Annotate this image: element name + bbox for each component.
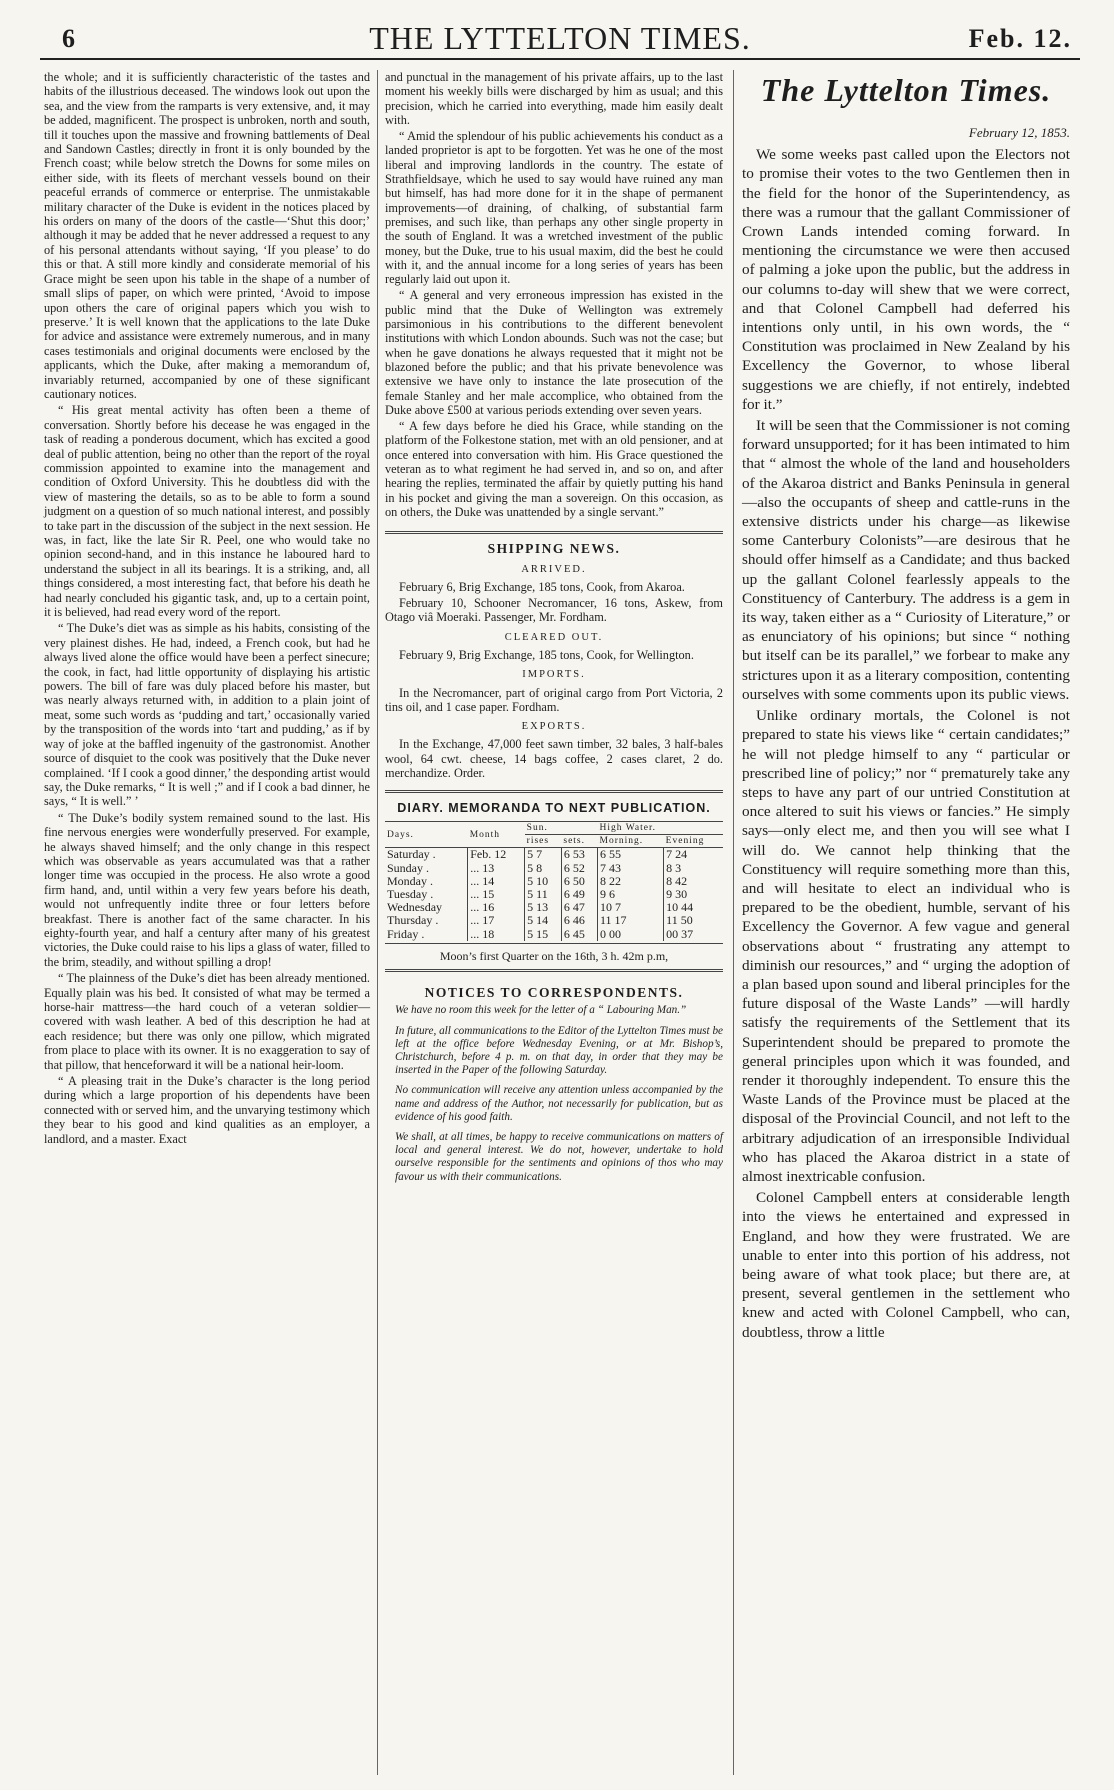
diary-row	[385, 928, 723, 941]
column-3	[742, 70, 1070, 1344]
editorial-paragraph: Colonel Campbell enters at considerable length into the views he entertained and expressed in England, and how they were frustrated. We are unable to enter into this portion of his address, not being aware of what took place; but there are, at present, several gentlemen in the settlement who knew and acted with Colonel Campbell, who can, doubtless, throw a little	[742, 1189, 1070, 1341]
diary-cell-evening: 9 30	[664, 888, 723, 901]
diary-cell-evening: 11 50	[664, 914, 723, 927]
editorial-paragraph: We some weeks past called upon the Electors not to promise their votes to the two Gentlemen then in the field for the honor of the Superintendency, as there was a rumour that the gallant Commissioner of Crown Lands intended coming forward. In mentioning the circumstance we were then accused of palming a joke upon the public, but the address in our columns to-day will shew that we were correct, and that Colonel Campbell had deferred his intentions only until, in his own words, the “ Constitution was proclaimed in New Zealand by his Excellency the Governor, to whose liberal suggestions we are chiefly, if not entirely, indebted for it.”	[742, 146, 1070, 413]
diary-heading: DIARY. MEMORANDA TO NEXT PUBLICATION.	[385, 790, 723, 815]
diary-header-high-water: High Water.	[598, 822, 724, 835]
article-paragraph: “ The plainness of the Duke’s diet has been already mentioned. Equally plain was his bed. It consisted of what may be termed a horse-hair mattress—the hard couch of a veteran soldier—covered with wash leather. A bed of this description he had at each residence; but there was only one pillow, which migrated from place to place with its owner. It is no exaggeration to say of that pillow, that henceforward it will be a national heir-loom.	[44, 971, 370, 1072]
imports-label: IMPORTS.	[522, 669, 586, 681]
editorial-paragraph: Unlike ordinary mortals, the Colonel is not prepared to state his views like “ certain candidates;” he will not pledge himself to any “ particular or prescribed line of policy;” nor “ prematurely take any steps to have any part of our untried Constitution at once altered to suit his views or fancies.” He simply says—only elect me, and then you will see what I will do. We cannot help thinking that the Constituency will require something more than this, and will hesitate to elect an individual who is prepared to be the obedient, humble, servant of his Excellency the Governor. A few vague and general observations about “ frustrating any attempt to diminish our resources,” and “ urging the adoption of a plan based upon sound and liberal principles for the future disposal of the Waste Lands” —will hardly satisfy the requirements of the Settlement that its Superintendent should be prepared to promote the general principles upon which it was founded, and render it thoroughly independent. To ensure this the Waste Lands of the Province must be placed at the disposal of the Provincial Council, and not left to the arbitrary adjudication of an irresponsible Individual who has placed the Akaroa district in a state of almost inextricable confusion.	[742, 707, 1070, 1185]
diary-cell-morning: 7 43	[598, 862, 664, 875]
article-paragraph: “ A pleasing trait in the Duke’s character is the long period during which a large proportion of his dependents have been connected with or served him, and the unvarying testimony which they bear to his good and kind qualities as an employer, a landlord, and a master. Exact	[44, 1074, 370, 1146]
article-paragraph: “ A general and very erroneous impression has existed in the public mind that the Duke of Wellington was extremely parsimonious in his contributions to the different benevolent institutions with which London abounds. Such was not the case; but when he gave donations he always requested that it might not be blazoned before the public; and that his private benevolence was extensive we have only to instance the late prosecution of the female Stanley and her male accomplice, who obtained from the Duke above £500 at various periods extending over seven years.	[385, 288, 723, 417]
diary-cell-sets: 6 53	[561, 848, 597, 862]
notices-heading: NOTICES TO CORRESPONDENTS.	[424, 985, 684, 1001]
diary-cell-evening: 00 37	[664, 928, 723, 941]
arrived-label: ARRIVED.	[521, 563, 587, 575]
notice-item: No communication will receive any attention unless accompanied by the name and address of the Author, not necessarily for publication, but as evidence of his good faith.	[395, 1084, 723, 1123]
page-number: 6	[62, 24, 75, 53]
diary-cell-day: Monday .	[387, 873, 433, 888]
article-paragraph: the whole; and it is sufficiently characteristic of the tastes and habits of the illustrious deceased. The windows look out upon the sea, and the view from the ramparts is very extensive, and, it may be added, magnificent. The prospect is unbroken, north and south, till it touches upon the massive and frowning battlements of Deal and Sandown Castles; directly in front it is only bounded by the French coast; while below stretch the Downs for some miles on either side, with its fleets of merchant vessels bound on their peaceful errands of commerce or enterprise. The unmistakable military character of the Duke is evident in the notices placed by his orders on many of the doors of the castle—‘Shut this door;’ although it may be added that he never addressed a request to any of his personal attendants without saying, ‘If you please’ to do this or that. A still more kindly and considerate memorial of his Grace might be seen upon his table in the shape of a number of small slips of paper, on which were printed, ‘Avoid to impose upon others the care of original papers which you wish to preserve.’ It is well known that the applications to the late Duke for advice and assistance were extremely numerous, and in many cases testimonials and original documents were enclosed by the applicants, which the Duke, after making a memorandum of, invariably returned, accompanied by one of these significant cautionary notices.	[44, 70, 370, 401]
diary-cell-day: Friday .	[387, 926, 425, 941]
diary-cell-morning: 10 7	[598, 901, 664, 914]
diary-cell-sets: 6 46	[561, 914, 597, 927]
diary-cell-month: ... 16	[468, 901, 525, 914]
cleared-label: CLEARED OUT.	[504, 631, 604, 643]
diary-cell-rises: 5 15	[525, 928, 562, 941]
diary-row	[385, 914, 723, 927]
notice-item: We have no room this week for the letter of a “ Labouring Man.”	[395, 1004, 687, 1017]
diary-header-days: Days.	[385, 822, 468, 848]
notice-item: We shall, at all times, be happy to receive communications on matters of local and general interest. We do not, however, undertake to hold ourselve responsible for the sentiments and opinions of thos who may favour us with their communications.	[395, 1131, 723, 1183]
diary-cell-morning: 0 00	[598, 928, 664, 941]
editorial-paragraph: It will be seen that the Commissioner is not coming forward unsupported; for it has been intimated to him that “ almost the whole of the land and householders of the Akaroa district and Banks Peninsula in general—also the occupants of sheep and cattle-runs in the extensive districts under his charge—as likewise some Canterbury Colonists”—are desirous that he should offer himself as a Candidate; and thus backed up the gallant Colonel fearlessly appeals to the Constituency of Canterbury. The address is a gem in its way, taken either as a “ Curiosity of Literature,” or as enunciatory of his opinions; but since “ nothing but itself can be its parallel,” we forbear to make any strictures upon it as a literary composition, contenting ourselves with some comments upon its public views.	[742, 417, 1070, 703]
article-paragraph: “ The Duke’s diet was as simple as his habits, consisting of the very plainest dishes. He had, indeed, a French cook, but had he always lived alone the office would have been a perfect sinecure; the cook, in fact, had little opportunity of displaying his artistic powers. The bill of fare was duly placed before his master, but was nearly always returned with, in addition to a plain joint of meat, some such words as ‘pudding and tart,’ occasionally varied by the transposition of the words into ‘tart and pudding,’ as if by way of joke at the baffled ingenuity of the gastronomist. Another source of disquiet to the cook was positively that the Duke never complained. ‘If I cook a good dinner,’ the desponding artist would say, the Duke remarks, “ It is well ;” and if I cook a bad dinner, he says, “ It is well.” ’	[44, 621, 370, 809]
shipping-entry: February 10, Schooner Necromancer, 16 tons, Askew, from Otago viâ Moeraki. Passenger, Mr. Fordham.	[385, 596, 723, 625]
editorial-masthead: The Lyttelton Times.	[760, 72, 1052, 108]
column-2	[385, 70, 723, 1191]
shipping-entry: In the Exchange, 47,000 feet sawn timber, 32 bales, 3 half-bales wool, 64 cwt. cheese, 14 bags coffee, 2 cases claret, 2 do. merchandize. Order.	[385, 737, 723, 781]
diary-header-rises: rises	[525, 835, 562, 848]
diary-cell-sets: 6 45	[561, 928, 597, 941]
shipping-entry: In the Necromancer, part of original cargo from Port Victoria, 2 tins oil, and 1 case paper. Fordham.	[385, 685, 723, 714]
exports-label: EXPORTS.	[521, 721, 587, 733]
diary-cell-day: Tuesday .	[387, 886, 434, 901]
diary-cell-month: ... 15	[468, 888, 525, 901]
diary-cell-sets: 6 49	[561, 888, 597, 901]
diary-cell-evening: 10 44	[664, 901, 723, 914]
article-paragraph: “ Amid the splendour of his public achievements his conduct as a landed proprietor is apt to be forgotten. Yet was he one of the most liberal and improving landlords in the country. The estate of Strathfieldsaye, which he used to say would have ruined any man but himself, has had more done for it in the shape of permanent improvements—of draining, of chalking, of substantial farm premises, and such like, than perhaps any other single property in the south of England. It was a wretched investment of the public money, but the Duke, true to his usual maxim, did the best he could with it, and the annual income for a long series of years has been regularly laid out upon it.	[385, 129, 723, 287]
diary-cell-morning: 11 17	[598, 914, 664, 927]
diary-cell-month: ... 17	[468, 914, 525, 927]
diary-cell-month: Feb. 12	[468, 848, 525, 862]
shipping-news-heading: SHIPPING NEWS.	[385, 531, 723, 556]
diary-cell-evening: 7 24	[664, 848, 723, 862]
diary-cell-sets: 6 52	[561, 862, 597, 875]
diary-cell-day: Saturday .	[387, 847, 436, 862]
header-date: Feb. 12.	[968, 24, 1072, 53]
diary-header-sun: Sun.	[525, 822, 598, 835]
diary-header-sets: sets.	[561, 835, 597, 848]
diary-row	[385, 848, 723, 862]
diary-cell-day: Thursday .	[387, 913, 439, 928]
diary-cell-month: ... 14	[468, 875, 525, 888]
article-paragraph: and punctual in the management of his private affairs, up to the last moment his weekly bills were discharged by him as usual; and this precision, which he carried into everything, made him easily dealt with.	[385, 70, 723, 127]
diary-cell-month: ... 13	[468, 862, 525, 875]
diary-cell-morning: 8 22	[598, 875, 664, 888]
article-paragraph: “ A few days before he died his Grace, while standing on the platform of the Folkestone station, met with an old pensioner, and at once entered into conversation with him. His Grace questioned the veteran as to what regiment he had served in, and so on, and after hearing the replies, terminated the affair by quietly putting his hand in his pocket and giving the man a sovereign. On this occasion, as on others, the Duke was unattended by a single servant.”	[385, 419, 723, 519]
diary-cell-rises: 5 10	[525, 875, 562, 888]
shipping-entry: February 6, Brig Exchange, 185 tons, Cook, from Akaroa.	[399, 579, 685, 594]
moon-phase-note: Moon’s first Quarter on the 16th, 3 h. 42m p.m,	[385, 943, 723, 972]
diary-header-evening: Evening	[664, 835, 723, 848]
article-paragraph: “ His great mental activity has often been a theme of conversation. Shortly before his decease he was engaged in the task of reading a ponderous document, which has excited a good deal of public attention, being no other than the report of the royal commission appointed to examine into the management and condition of Oxford University. This he doubtless did with the view of mastering the details, so as to be able to form a sound judgment on a question of so much national interest, and possibly to take part in the discussion of the subject in the next session. He was, in fact, like the late Sir R. Peel, one who would take no opinion second-hand, and in this instance he laboured hard to understand the subject in all its bearings. It is a striking, and, all things considered, a most interesting fact, that before his death he had nearly concluded his gigantic task, and, up to a certain point, it is believed, had read every word of the report.	[44, 403, 370, 620]
shipping-entry: February 9, Brig Exchange, 185 tons, Cook, for Wellington.	[399, 647, 694, 662]
diary-cell-evening: 8 42	[664, 875, 723, 888]
diary-cell-rises: 5 8	[525, 862, 562, 875]
diary-cell-day: Wednesday	[387, 900, 443, 915]
diary-cell-morning: 9 6	[598, 888, 664, 901]
diary-cell-sets: 6 50	[561, 875, 597, 888]
page-header	[40, 10, 1080, 60]
masthead: THE LYTTELTON TIMES.	[369, 20, 751, 56]
article-paragraph: “ The Duke’s bodily system remained sound to the last. His fine nervous energies were wonderfully preserved. For example, he always shaved himself; and the only change in this respect which was observable as years accumulated was that a rather longer time was occupied in the process. He also wrote a good firm hand, and, until within a very few years before his death, would not unfrequently indite three or four letters before breakfast. There is another fact of the same character. In his eighty-fourth year, and half a century after many of his greatest victories, the Duke could raise to his lips a glass of water, filled to the brim, steadily, and without spilling a drop!	[44, 810, 370, 969]
diary-cell-sets: 6 47	[561, 901, 597, 914]
diary-cell-morning: 6 55	[598, 848, 664, 862]
diary-cell-month: ... 18	[468, 928, 525, 941]
column-1	[44, 70, 370, 1148]
diary-cell-rises: 5 11	[525, 888, 562, 901]
notice-item: In future, all communications to the Editor of the Lyttelton Times must be left at the office before Wednesday Evening, or at Mr. Bishop’s, Christchurch, before 4 p. m. on that day, in order that they may be inserted in the Paper of the following Saturday.	[395, 1024, 723, 1077]
diary-cell-rises: 5 14	[525, 914, 562, 927]
diary-header-morning: Morning.	[598, 835, 664, 848]
diary-cell-rises: 5 13	[525, 901, 562, 914]
diary-table	[385, 821, 723, 940]
column-rule	[377, 70, 378, 1775]
editorial-dateline: February 12, 1853.	[968, 125, 1070, 140]
diary-row	[385, 875, 723, 888]
diary-cell-day: Sunday .	[387, 860, 429, 875]
diary-cell-evening: 8 3	[664, 862, 723, 875]
diary-header-month: Month	[468, 822, 525, 848]
column-rule	[733, 70, 734, 1775]
diary-cell-rises: 5 7	[525, 848, 562, 862]
diary-row	[385, 862, 723, 875]
